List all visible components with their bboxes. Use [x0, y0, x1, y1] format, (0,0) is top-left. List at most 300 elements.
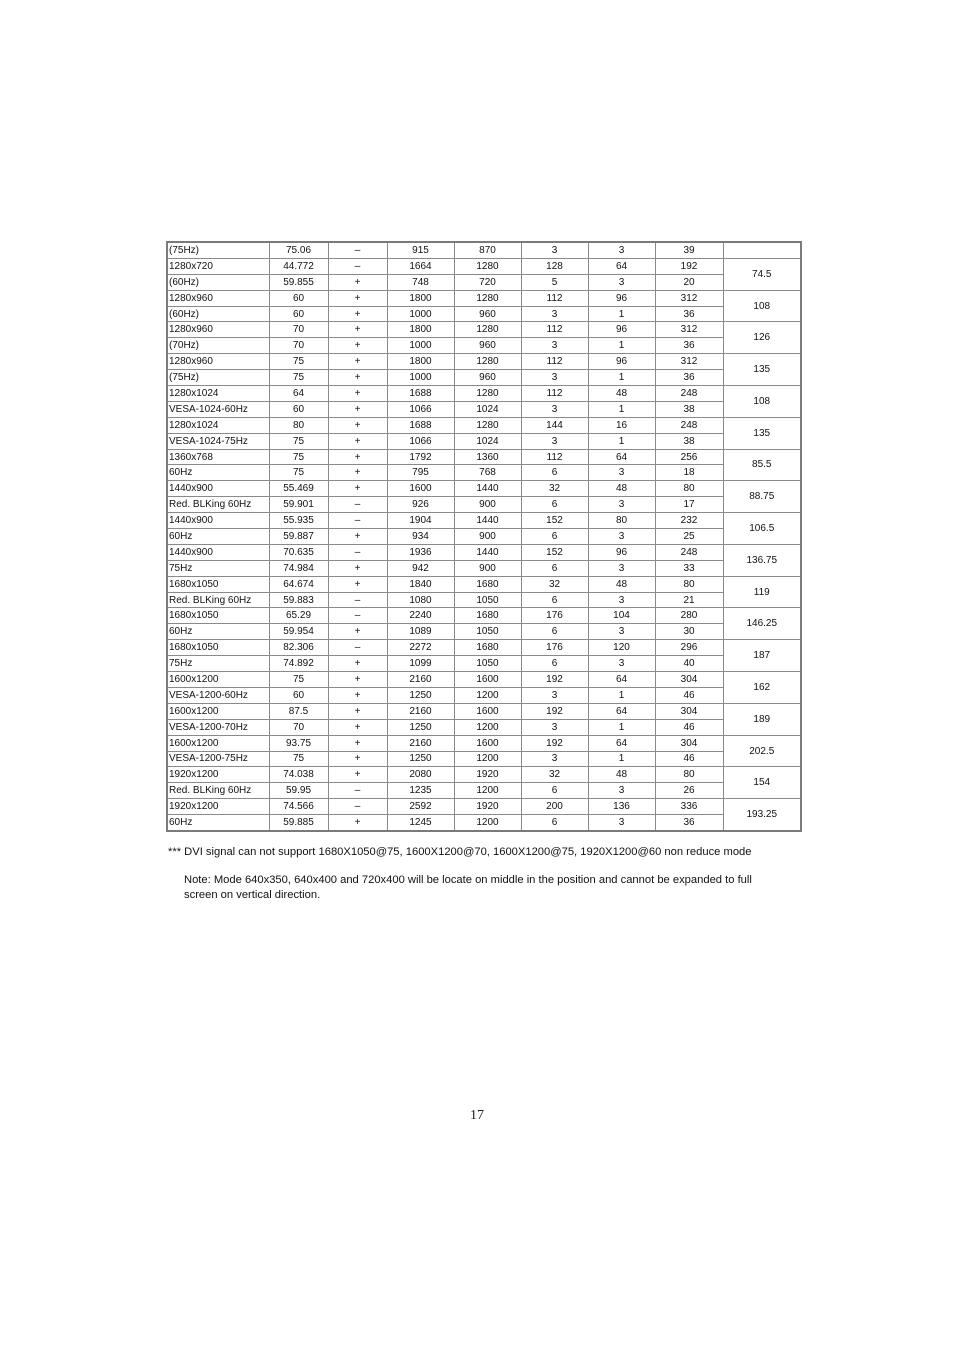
cell-pol: +	[328, 290, 387, 306]
table-row	[167, 529, 801, 545]
cell-clock: 162	[723, 672, 801, 704]
cell-fp: 32	[521, 481, 588, 497]
cell-pol: +	[328, 386, 387, 402]
cell-fp: 176	[521, 640, 588, 656]
cell-clock: 108	[723, 386, 801, 418]
table-row	[167, 799, 801, 815]
table-row	[167, 322, 801, 338]
cell-sync: 48	[588, 481, 655, 497]
cell-fp: 5	[521, 274, 588, 290]
cell-mode: 60Hz	[167, 529, 269, 545]
table-row	[167, 449, 801, 465]
cell-freq: 74.038	[269, 767, 328, 783]
cell-pol: +	[328, 560, 387, 576]
cell-sync: 16	[588, 417, 655, 433]
cell-mode: VESA-1200-70Hz	[167, 719, 269, 735]
cell-freq: 64.674	[269, 576, 328, 592]
cell-bp: 248	[655, 544, 723, 560]
cell-mode: 1280x960	[167, 290, 269, 306]
cell-pol: +	[328, 767, 387, 783]
cell-sync: 104	[588, 608, 655, 624]
cell-pol: +	[328, 370, 387, 386]
cell-fp: 112	[521, 386, 588, 402]
cell-clock: 154	[723, 767, 801, 799]
cell-freq: 60	[269, 306, 328, 322]
cell-active: 870	[454, 242, 521, 258]
cell-bp: 21	[655, 592, 723, 608]
cell-clock: 135	[723, 417, 801, 449]
cell-bp: 312	[655, 290, 723, 306]
cell-active: 960	[454, 338, 521, 354]
cell-pol: +	[328, 306, 387, 322]
cell-freq: 59.883	[269, 592, 328, 608]
table-row	[167, 290, 801, 306]
cell-bp: 248	[655, 417, 723, 433]
cell-sync: 3	[588, 656, 655, 672]
cell-fp: 3	[521, 242, 588, 258]
table-row	[167, 703, 801, 719]
dvi-note: *** DVI signal can not support 1680X1050@75, 1600X1200@70, 1600X1200@75, 1920X1200@60 non reduce mode	[168, 846, 752, 858]
cell-fp: 3	[521, 401, 588, 417]
cell-fp: 6	[521, 497, 588, 513]
cell-bp: 20	[655, 274, 723, 290]
cell-bp: 304	[655, 672, 723, 688]
cell-mode: 1680x1050	[167, 576, 269, 592]
cell-fp: 192	[521, 735, 588, 751]
cell-active: 1680	[454, 640, 521, 656]
cell-mode: VESA-1200-75Hz	[167, 751, 269, 767]
table-row	[167, 274, 801, 290]
cell-pol: +	[328, 815, 387, 831]
cell-clock: 189	[723, 703, 801, 735]
cell-active: 1200	[454, 751, 521, 767]
cell-pol: –	[328, 592, 387, 608]
cell-sync: 64	[588, 672, 655, 688]
cell-total: 2080	[387, 767, 454, 783]
cell-fp: 6	[521, 783, 588, 799]
cell-sync: 48	[588, 576, 655, 592]
cell-active: 960	[454, 306, 521, 322]
cell-sync: 96	[588, 354, 655, 370]
page-number: 17	[470, 1108, 484, 1123]
cell-sync: 3	[588, 497, 655, 513]
cell-sync: 80	[588, 513, 655, 529]
cell-fp: 112	[521, 449, 588, 465]
cell-mode: (60Hz)	[167, 306, 269, 322]
cell-mode: 1280x1024	[167, 417, 269, 433]
cell-fp: 6	[521, 815, 588, 831]
cell-total: 2272	[387, 640, 454, 656]
cell-fp: 3	[521, 306, 588, 322]
cell-pol: +	[328, 687, 387, 703]
cell-bp: 36	[655, 306, 723, 322]
cell-total: 1800	[387, 354, 454, 370]
table-row	[167, 672, 801, 688]
cell-mode: Red. BLKing 60Hz	[167, 783, 269, 799]
cell-sync: 3	[588, 529, 655, 545]
cell-total: 2160	[387, 735, 454, 751]
cell-active: 1050	[454, 592, 521, 608]
cell-clock: 193.25	[723, 799, 801, 831]
cell-sync: 1	[588, 401, 655, 417]
cell-sync: 64	[588, 735, 655, 751]
cell-sync: 3	[588, 624, 655, 640]
cell-sync: 1	[588, 433, 655, 449]
cell-clock: 74.5	[723, 258, 801, 290]
cell-sync: 120	[588, 640, 655, 656]
table-row	[167, 592, 801, 608]
cell-fp: 6	[521, 592, 588, 608]
cell-mode: 1440x900	[167, 481, 269, 497]
cell-pol: +	[328, 719, 387, 735]
cell-clock: 119	[723, 576, 801, 608]
cell-freq: 87.5	[269, 703, 328, 719]
cell-sync: 64	[588, 449, 655, 465]
cell-total: 942	[387, 560, 454, 576]
cell-pol: +	[328, 656, 387, 672]
cell-total: 748	[387, 274, 454, 290]
cell-mode: 1680x1050	[167, 608, 269, 624]
cell-sync: 48	[588, 386, 655, 402]
cell-active: 1680	[454, 576, 521, 592]
table-row	[167, 640, 801, 656]
cell-clock: 136.75	[723, 544, 801, 576]
cell-active: 720	[454, 274, 521, 290]
cell-freq: 70	[269, 322, 328, 338]
cell-total: 1250	[387, 751, 454, 767]
cell-pol: +	[328, 433, 387, 449]
cell-sync: 96	[588, 544, 655, 560]
cell-pol: +	[328, 624, 387, 640]
cell-freq: 75	[269, 449, 328, 465]
table-row	[167, 544, 801, 560]
cell-fp: 192	[521, 703, 588, 719]
table-row	[167, 815, 801, 831]
cell-fp: 3	[521, 370, 588, 386]
cell-active: 1200	[454, 783, 521, 799]
cell-active: 1200	[454, 719, 521, 735]
cell-mode: 1600x1200	[167, 672, 269, 688]
cell-fp: 3	[521, 719, 588, 735]
cell-freq: 75	[269, 465, 328, 481]
cell-clock: 88.75	[723, 481, 801, 513]
table-row	[167, 401, 801, 417]
cell-sync: 1	[588, 687, 655, 703]
cell-sync: 64	[588, 703, 655, 719]
cell-bp: 30	[655, 624, 723, 640]
cell-total: 1936	[387, 544, 454, 560]
cell-total: 2240	[387, 608, 454, 624]
cell-total: 2160	[387, 672, 454, 688]
cell-bp: 312	[655, 322, 723, 338]
cell-active: 1280	[454, 417, 521, 433]
cell-pol: –	[328, 799, 387, 815]
cell-total: 1089	[387, 624, 454, 640]
cell-active: 1200	[454, 687, 521, 703]
cell-mode: VESA-1024-75Hz	[167, 433, 269, 449]
table-row	[167, 433, 801, 449]
cell-clock: 135	[723, 354, 801, 386]
cell-freq: 60	[269, 290, 328, 306]
cell-active: 1600	[454, 735, 521, 751]
table-row	[167, 306, 801, 322]
table-row	[167, 481, 801, 497]
cell-fp: 112	[521, 322, 588, 338]
cell-bp: 80	[655, 576, 723, 592]
cell-bp: 80	[655, 481, 723, 497]
cell-freq: 74.984	[269, 560, 328, 576]
cell-total: 1000	[387, 370, 454, 386]
cell-active: 960	[454, 370, 521, 386]
table-row	[167, 656, 801, 672]
cell-bp: 38	[655, 433, 723, 449]
cell-fp: 144	[521, 417, 588, 433]
cell-pol: –	[328, 513, 387, 529]
cell-freq: 59.901	[269, 497, 328, 513]
table-row	[167, 719, 801, 735]
cell-active: 1920	[454, 767, 521, 783]
cell-mode: Red. BLKing 60Hz	[167, 497, 269, 513]
cell-fp: 112	[521, 354, 588, 370]
cell-total: 1792	[387, 449, 454, 465]
cell-freq: 70.635	[269, 544, 328, 560]
cell-bp: 232	[655, 513, 723, 529]
cell-mode: 60Hz	[167, 624, 269, 640]
cell-mode: 60Hz	[167, 815, 269, 831]
cell-freq: 60	[269, 401, 328, 417]
cell-clock: 108	[723, 290, 801, 322]
cell-mode: 1280x960	[167, 322, 269, 338]
cell-active: 1280	[454, 290, 521, 306]
cell-active: 1440	[454, 513, 521, 529]
cell-mode: 1920x1200	[167, 799, 269, 815]
table-row	[167, 354, 801, 370]
cell-clock: 85.5	[723, 449, 801, 481]
cell-freq: 75.06	[269, 242, 328, 258]
cell-bp: 26	[655, 783, 723, 799]
cell-freq: 55.469	[269, 481, 328, 497]
cell-pol: +	[328, 465, 387, 481]
cell-pol: +	[328, 576, 387, 592]
cell-active: 1440	[454, 544, 521, 560]
cell-bp: 280	[655, 608, 723, 624]
table-row	[167, 608, 801, 624]
cell-pol: +	[328, 529, 387, 545]
cell-pol: –	[328, 258, 387, 274]
cell-total: 1066	[387, 433, 454, 449]
cell-sync: 3	[588, 815, 655, 831]
table-row	[167, 386, 801, 402]
cell-sync: 1	[588, 719, 655, 735]
cell-bp: 336	[655, 799, 723, 815]
cell-bp: 40	[655, 656, 723, 672]
cell-fp: 6	[521, 465, 588, 481]
cell-sync: 3	[588, 560, 655, 576]
cell-freq: 55.935	[269, 513, 328, 529]
cell-bp: 304	[655, 703, 723, 719]
cell-total: 1600	[387, 481, 454, 497]
cell-mode: Red. BLKing 60Hz	[167, 592, 269, 608]
cell-bp: 25	[655, 529, 723, 545]
cell-active: 1680	[454, 608, 521, 624]
cell-total: 1664	[387, 258, 454, 274]
table-row	[167, 417, 801, 433]
cell-sync: 3	[588, 592, 655, 608]
cell-active: 1920	[454, 799, 521, 815]
cell-sync: 3	[588, 465, 655, 481]
table-row	[167, 624, 801, 640]
cell-active: 768	[454, 465, 521, 481]
cell-sync: 1	[588, 370, 655, 386]
table-row	[167, 242, 801, 258]
cell-bp: 39	[655, 242, 723, 258]
cell-total: 1840	[387, 576, 454, 592]
cell-sync: 1	[588, 751, 655, 767]
table-row	[167, 560, 801, 576]
cell-sync: 48	[588, 767, 655, 783]
cell-freq: 82.306	[269, 640, 328, 656]
cell-fp: 32	[521, 576, 588, 592]
cell-mode: (60Hz)	[167, 274, 269, 290]
cell-freq: 59.855	[269, 274, 328, 290]
cell-sync: 96	[588, 322, 655, 338]
cell-clock	[723, 242, 801, 258]
cell-freq: 65.29	[269, 608, 328, 624]
cell-freq: 70	[269, 719, 328, 735]
cell-active: 1280	[454, 354, 521, 370]
cell-clock: 126	[723, 322, 801, 354]
cell-pol: –	[328, 242, 387, 258]
cell-freq: 74.566	[269, 799, 328, 815]
cell-freq: 75	[269, 433, 328, 449]
cell-freq: 74.892	[269, 656, 328, 672]
table-row	[167, 576, 801, 592]
table-row	[167, 783, 801, 799]
cell-mode: 1600x1200	[167, 703, 269, 719]
cell-pol: –	[328, 640, 387, 656]
mode-note: Note: Mode 640x350, 640x400 and 720x400 will be locate on middle in the position and cannot be expanded to full screen on vertical direction.	[184, 874, 752, 901]
cell-active: 1050	[454, 624, 521, 640]
cell-total: 2592	[387, 799, 454, 815]
cell-freq: 59.95	[269, 783, 328, 799]
cell-bp: 36	[655, 370, 723, 386]
cell-total: 1099	[387, 656, 454, 672]
cell-mode: 1440x900	[167, 544, 269, 560]
cell-active: 1600	[454, 703, 521, 719]
cell-active: 1440	[454, 481, 521, 497]
cell-fp: 112	[521, 290, 588, 306]
cell-clock: 146.25	[723, 608, 801, 640]
table-row	[167, 338, 801, 354]
cell-fp: 3	[521, 433, 588, 449]
cell-total: 1250	[387, 719, 454, 735]
cell-total: 915	[387, 242, 454, 258]
cell-total: 1235	[387, 783, 454, 799]
cell-total: 926	[387, 497, 454, 513]
cell-freq: 75	[269, 672, 328, 688]
cell-total: 1080	[387, 592, 454, 608]
cell-bp: 80	[655, 767, 723, 783]
cell-active: 1200	[454, 815, 521, 831]
cell-bp: 46	[655, 687, 723, 703]
cell-active: 1050	[454, 656, 521, 672]
cell-pol: +	[328, 735, 387, 751]
table-row	[167, 370, 801, 386]
cell-mode: 75Hz	[167, 656, 269, 672]
cell-mode: VESA-1024-60Hz	[167, 401, 269, 417]
cell-pol: +	[328, 449, 387, 465]
cell-mode: 75Hz	[167, 560, 269, 576]
cell-mode: 60Hz	[167, 465, 269, 481]
cell-freq: 70	[269, 338, 328, 354]
cell-freq: 59.887	[269, 529, 328, 545]
cell-mode: 1680x1050	[167, 640, 269, 656]
cell-bp: 38	[655, 401, 723, 417]
table-row	[167, 465, 801, 481]
cell-total: 1688	[387, 386, 454, 402]
table-body	[167, 242, 801, 831]
cell-fp: 6	[521, 560, 588, 576]
cell-total: 1904	[387, 513, 454, 529]
cell-fp: 3	[521, 338, 588, 354]
cell-fp: 200	[521, 799, 588, 815]
cell-freq: 80	[269, 417, 328, 433]
cell-fp: 176	[521, 608, 588, 624]
cell-bp: 304	[655, 735, 723, 751]
cell-total: 1800	[387, 290, 454, 306]
cell-clock: 187	[723, 640, 801, 672]
cell-fp: 192	[521, 672, 588, 688]
cell-total: 2160	[387, 703, 454, 719]
cell-total: 795	[387, 465, 454, 481]
table-row	[167, 258, 801, 274]
cell-pol: +	[328, 672, 387, 688]
cell-fp: 152	[521, 544, 588, 560]
cell-bp: 192	[655, 258, 723, 274]
cell-freq: 59.885	[269, 815, 328, 831]
cell-freq: 60	[269, 687, 328, 703]
cell-pol: +	[328, 751, 387, 767]
cell-pol: +	[328, 703, 387, 719]
cell-fp: 6	[521, 529, 588, 545]
cell-active: 900	[454, 560, 521, 576]
cell-total: 1066	[387, 401, 454, 417]
cell-mode: 1360x768	[167, 449, 269, 465]
cell-sync: 1	[588, 338, 655, 354]
table-row	[167, 513, 801, 529]
cell-pol: –	[328, 497, 387, 513]
table-row	[167, 767, 801, 783]
cell-pol: –	[328, 544, 387, 560]
cell-total: 1000	[387, 338, 454, 354]
cell-bp: 46	[655, 719, 723, 735]
cell-pol: –	[328, 608, 387, 624]
cell-freq: 93.75	[269, 735, 328, 751]
cell-mode: (75Hz)	[167, 242, 269, 258]
cell-active: 900	[454, 497, 521, 513]
cell-mode: VESA-1200-60Hz	[167, 687, 269, 703]
cell-fp: 6	[521, 656, 588, 672]
cell-active: 1024	[454, 401, 521, 417]
cell-sync: 96	[588, 290, 655, 306]
cell-mode: 1280x960	[167, 354, 269, 370]
cell-mode: 1600x1200	[167, 735, 269, 751]
cell-active: 1280	[454, 386, 521, 402]
cell-freq: 75	[269, 370, 328, 386]
cell-bp: 256	[655, 449, 723, 465]
cell-total: 1000	[387, 306, 454, 322]
table-row	[167, 751, 801, 767]
